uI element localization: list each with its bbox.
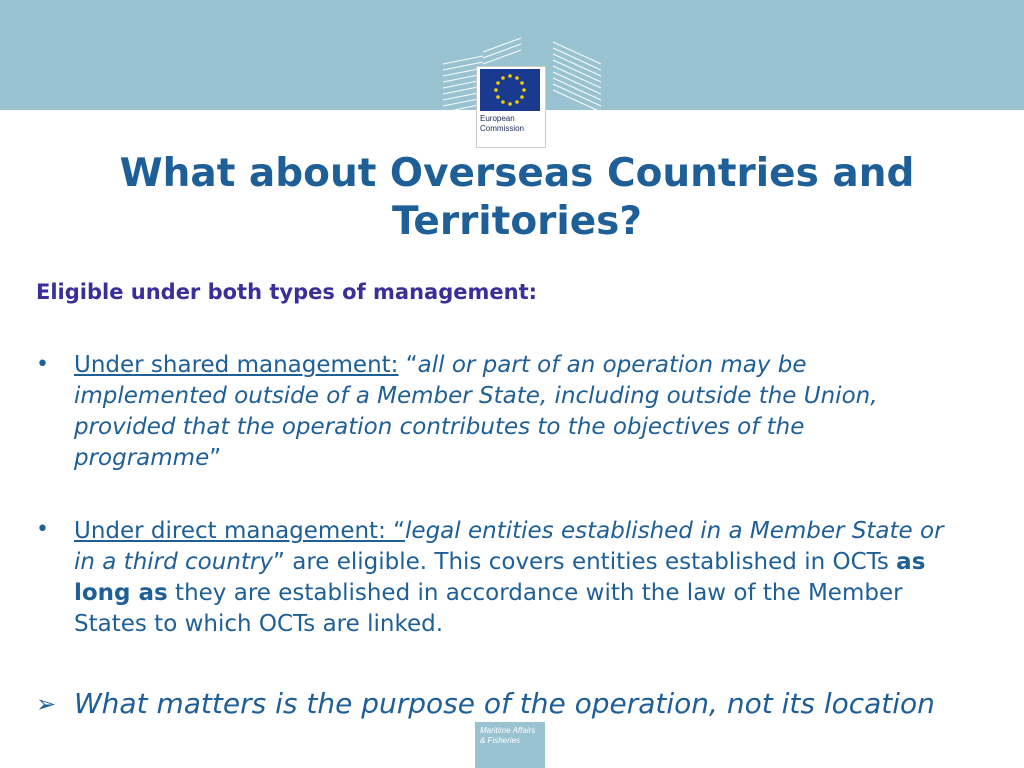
page-title: What about Overseas Countries and Territories? (119, 151, 915, 244)
eu-flag-icon (480, 69, 540, 111)
european-commission-logo (443, 34, 603, 146)
footer-label: Maritime Affairs & Fisheries (480, 726, 536, 745)
subheading: Eligible under both types of management: (36, 280, 538, 304)
emphasis: as long as (74, 549, 926, 606)
direct-management-label: Under direct management: “ (74, 518, 406, 544)
bullet-marker: • (36, 352, 49, 377)
shared-management-label: Under shared management: (74, 352, 399, 378)
shared-management-quote: all or part of an operation may be implemented outside of a Member State, including outside the Union, provided that the operation contributes to the objectives of the programme (74, 352, 878, 471)
conclusion-text: What matters is the purpose of the operation, not its location (74, 687, 935, 720)
direct-management-item: Under direct management: “legal entities established in a Member State or in a third country” are eligible. This covers entities established in OCTs as long as they are established in accordance with the law of the Member States to which OCTs are linked. (74, 518, 944, 637)
bullet-marker: • (36, 517, 49, 542)
shared-management-item: Under shared management: “all or part of an operation may be implemented outside of a Member State, including outside the Union, provided that the operation contributes to the objectives of the programme” (74, 352, 878, 471)
logo-wordmark: European Commission (480, 114, 525, 133)
arrow-icon: ➢ (36, 690, 57, 718)
direct-management-quote: legal entities established in a Member State or in a third country (74, 518, 944, 575)
